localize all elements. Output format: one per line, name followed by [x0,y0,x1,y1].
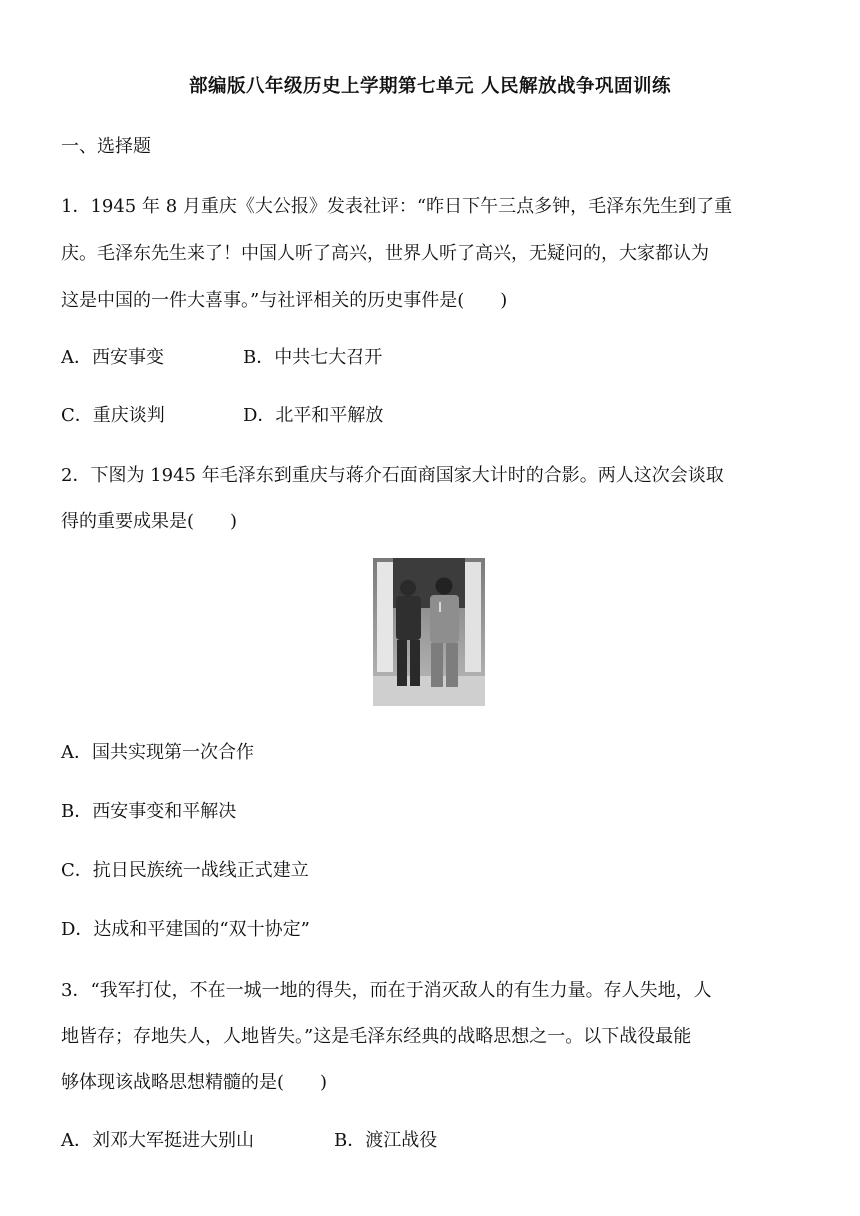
question-1-stem-line-2: 庆。毛泽东先生来了！中国人听了高兴，世界人听了高兴，无疑问的，大家都认为 [61,243,709,264]
section-heading: 一、选择题 [61,136,151,157]
question-1-option-c: C．重庆谈判 [61,405,165,426]
question-1-option-a: A．西安事变 [61,347,164,368]
question-3-stem-line-3: 够体现该战略思想精髓的是( ) [61,1072,328,1093]
question-3-stem-line-2: 地皆存；存地失人，人地皆失。”这是毛泽东经典的战略思想之一。以下战役最能 [61,1026,692,1047]
question-1-option-d: D．北平和平解放 [243,405,384,426]
question-3-option-a: A．刘邓大军挺进大别山 [61,1130,254,1151]
question-2-stem-line-2: 得的重要成果是( ) [61,511,238,532]
historical-photo [373,558,485,706]
page-title: 部编版八年级历史上学期第七单元 人民解放战争巩固训练 [189,76,671,97]
question-1-option-b: B．中共七大召开 [243,347,383,368]
question-3-stem-line-1: 3．“我军打仗，不在一城一地的得失，而在于消灭敌人的有生力量。存人失地，人 [61,980,712,1001]
question-2-stem-line-1: 2．下图为 1945 年毛泽东到重庆与蒋介石面商国家大计时的合影。两人这次会谈取 [61,465,724,486]
question-2-option-d: D．达成和平建国的“双十协定” [61,919,310,940]
question-1-stem-line-1: 1．1945 年 8 月重庆《大公报》发表社评：“昨日下午三点多钟，毛泽东先生到了重 [61,196,733,217]
photo-illustration [373,558,485,706]
question-2-option-a: A．国共实现第一次合作 [61,742,254,763]
question-2-option-c: C．抗日民族统一战线正式建立 [61,860,309,881]
question-3-option-b: B．渡江战役 [334,1130,438,1151]
question-2-option-b: B．西安事变和平解决 [61,801,237,822]
question-1-stem-line-3: 这是中国的一件大喜事。”与社评相关的历史事件是( ) [61,290,508,311]
